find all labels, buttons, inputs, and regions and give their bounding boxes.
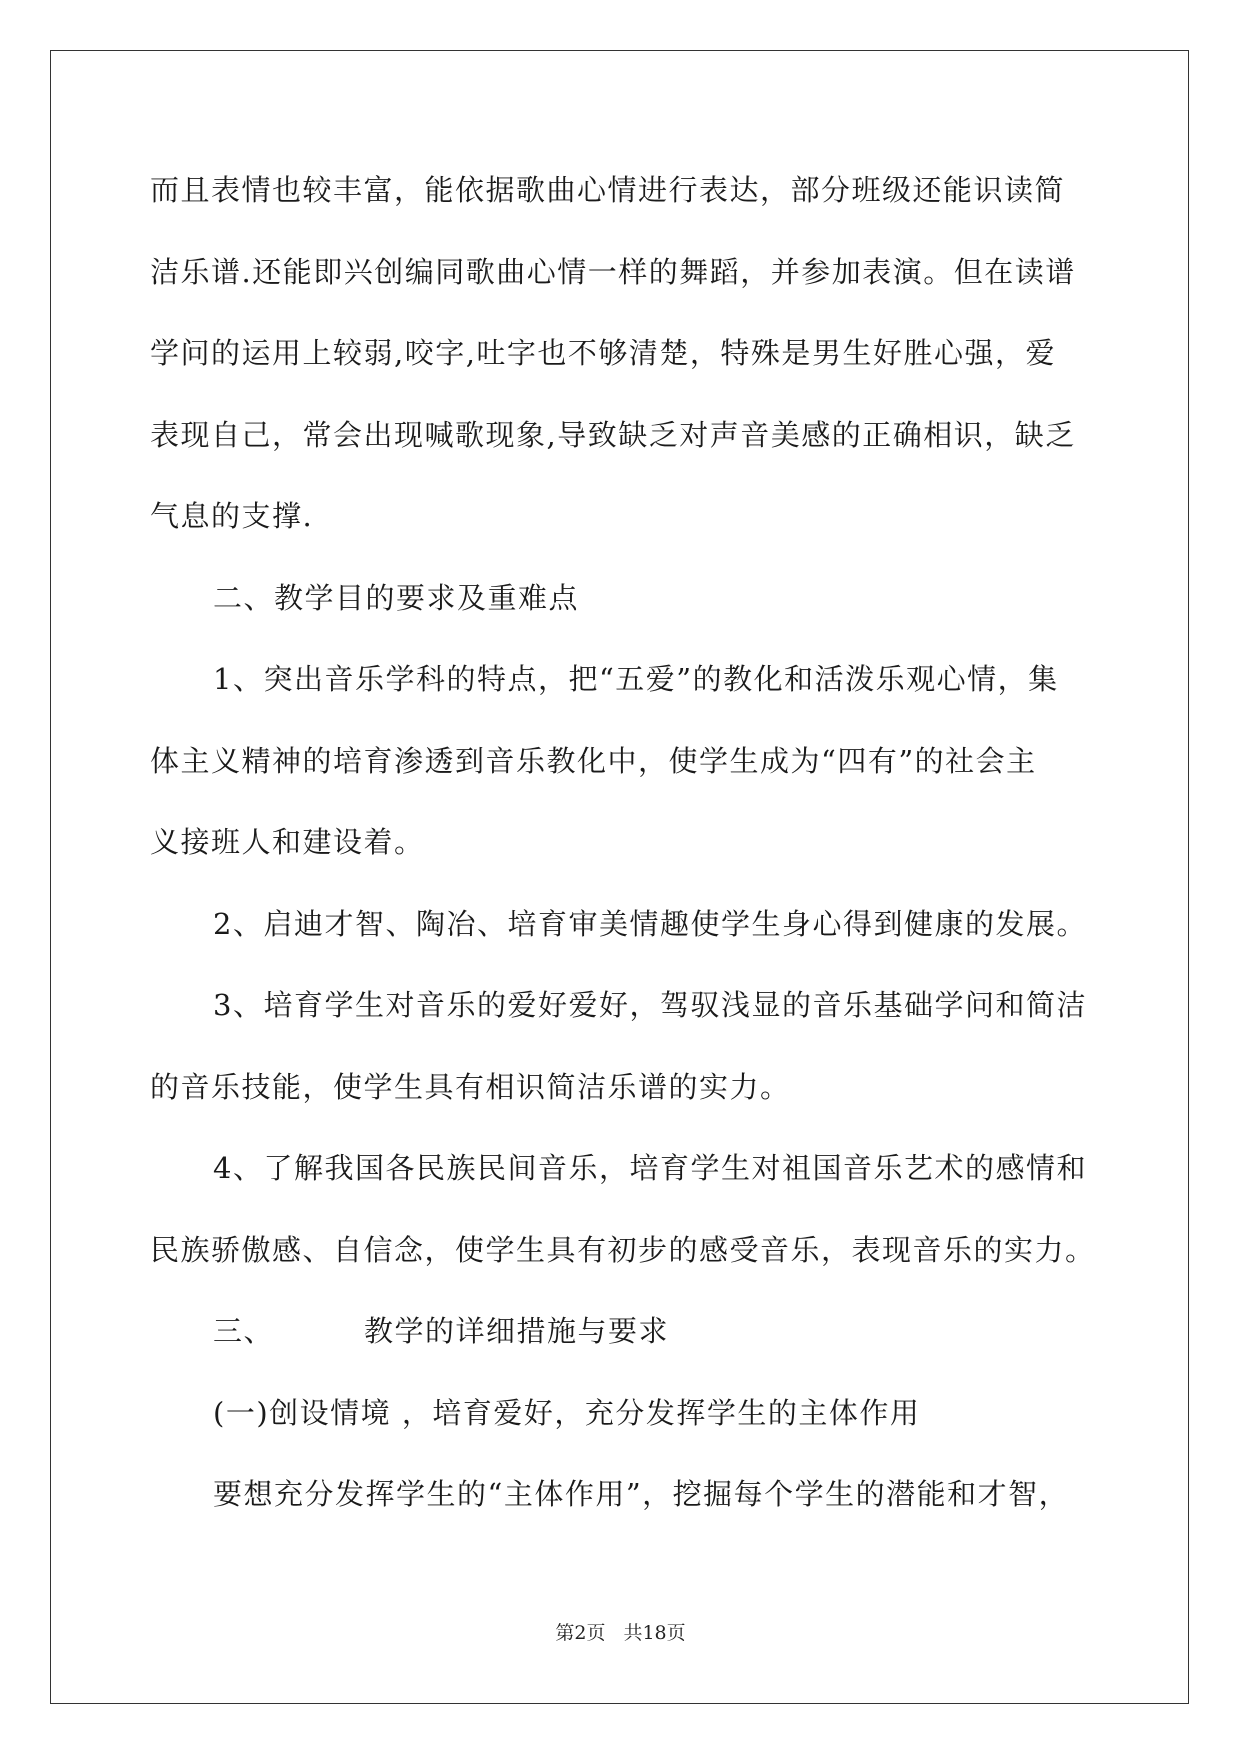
paragraph-line: 学问的运用上较弱,咬字,吐字也不够清楚，特殊是男生好胜心强，爱	[150, 336, 1056, 370]
total-page-count: 共18页	[623, 1622, 686, 1644]
paragraph-line: 表现自己，常会出现喊歌现象,导致缺乏对声音美感的正确相识，缺乏	[150, 417, 1076, 452]
page-footer	[0, 1621, 1241, 1645]
section-title: 教学的详细措施与要求	[364, 1314, 670, 1348]
paragraph-line: 体主义精神的培育渗透到音乐教化中，使学生成为“四有”的社会主	[150, 743, 1037, 778]
section-number: 三、	[213, 1314, 275, 1348]
subsection-heading: (一)创设情境 ，培育爱好，充分发挥学生的主体作用	[213, 1395, 921, 1430]
paragraph-line: 气息的支撑.	[150, 499, 314, 533]
paragraph-line: 而且表情也较丰富，能依据歌曲心情进行表达，部分班级还能识读简	[150, 173, 1066, 207]
paragraph-line: 1、突出音乐学科的特点，把“五爱”的教化和活泼乐观心情，集	[213, 662, 1059, 696]
paragraph-line: 民族骄傲感、自信念，使学生具有初步的感受音乐，表现音乐的实力。	[150, 1232, 1096, 1267]
paragraph-line: 3、培育学生对音乐的爱好爱好，驾驭浅显的音乐基础学问和简洁	[213, 988, 1087, 1022]
paragraph-line: 的音乐技能，使学生具有相识简洁乐谱的实力。	[150, 1069, 791, 1104]
section-heading	[150, 1291, 1090, 1373]
current-page-number: 第2页	[555, 1622, 606, 1644]
paragraph-line: 4、了解我国各民族民间音乐，培育学生对祖国音乐艺术的感情和	[213, 1151, 1087, 1185]
paragraph-line: 义接班人和建设着。	[150, 825, 425, 859]
paragraph-line: 2、启迪才智、陶冶、培育审美情趣使学生身心得到健康的发展。	[213, 906, 1087, 941]
paragraph-line: 要想充分发挥学生的“主体作用”，挖掘每个学生的潜能和才智，	[213, 1477, 1070, 1511]
document-body	[150, 150, 1096, 1536]
paragraph-line: 洁乐谱.还能即兴创编同歌曲心情一样的舞蹈，并参加表演。但在读谱	[150, 254, 1076, 289]
section-heading: 二、教学目的要求及重难点	[213, 580, 580, 615]
